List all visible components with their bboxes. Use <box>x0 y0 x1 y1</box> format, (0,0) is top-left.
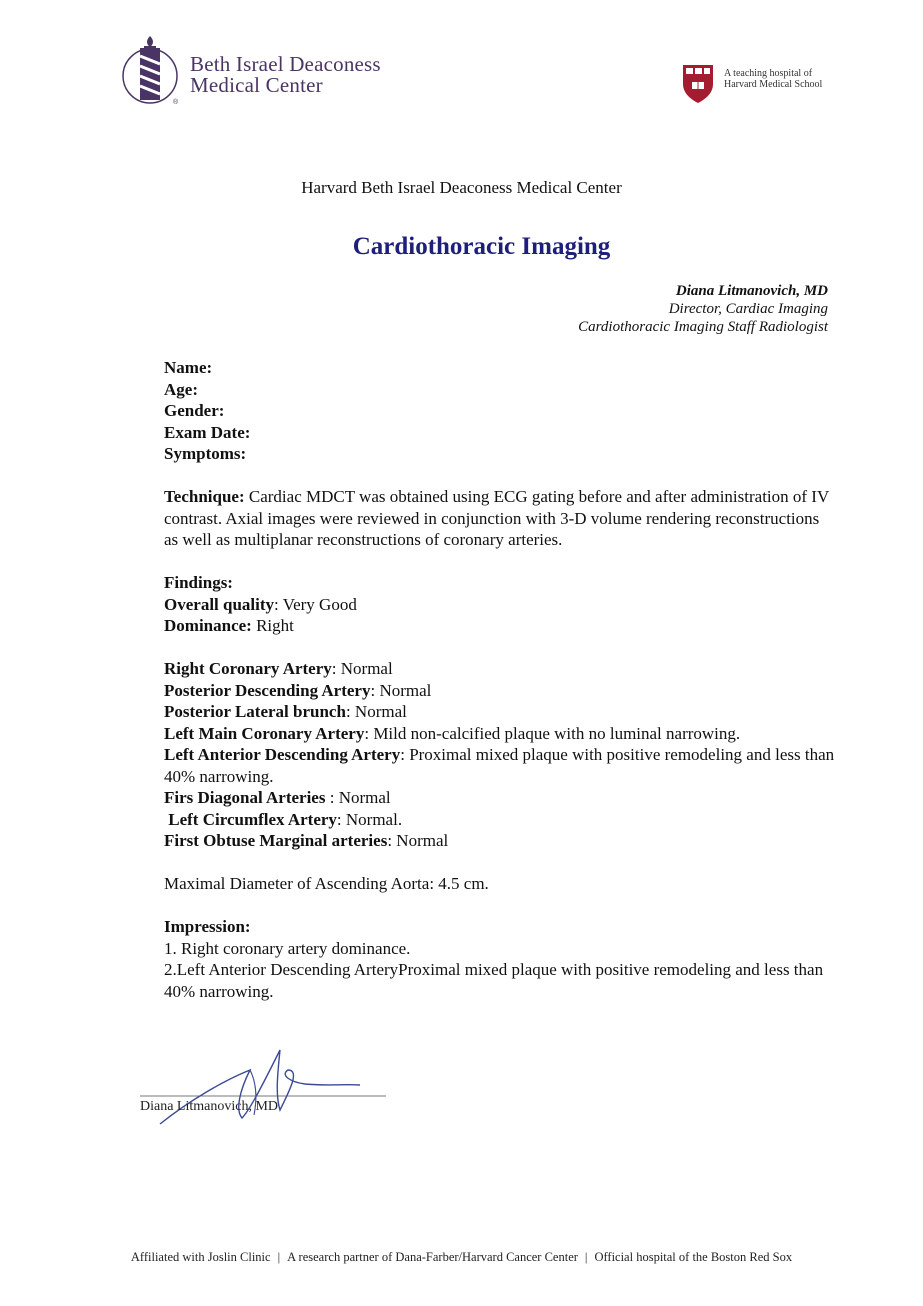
hospital-logo <box>120 34 420 110</box>
footer-item-dana-farber: A research partner of Dana-Farber/Harvard Cancer Center <box>287 1250 578 1264</box>
author-role-1: Director, Cardiac Imaging <box>668 301 828 317</box>
institution-name: Harvard Beth Israel Deaconess Medical Center <box>301 178 622 197</box>
harvard-line1: A teaching hospital of <box>724 68 813 79</box>
hospital-logo-line2: Medical Center <box>190 73 323 97</box>
footer-item-joslin: Affiliated with Joslin Clinic <box>130 1250 271 1264</box>
bidmc-emblem-icon <box>120 34 182 110</box>
impression-item: 2.Left Anterior Descending ArteryProximal mixed plaque with positive remodeling and less than 40% narrowing. <box>164 960 824 1001</box>
footer: Affiliated with Joslin Clinic | A research partner of Dana-Farber/Harvard Cancer Center | Official hospital of the Boston Red Sox <box>130 1250 793 1264</box>
signature-name: Diana Litmanovich, MD <box>140 1099 279 1114</box>
harvard-shield-icon <box>682 64 714 104</box>
aorta-diameter: Maximal Diameter of Ascending Aorta: 4.5 cm. <box>164 874 489 893</box>
findings-heading: Findings: <box>164 573 233 592</box>
artery-finding: Left Circumflex Artery: Normal. <box>164 809 403 829</box>
author-name: Diana Litmanovich, MD <box>675 283 828 299</box>
author-role-2: Cardiothoracic Imaging Staff Radiologist <box>578 319 828 335</box>
harvard-line2: Harvard Medical School <box>724 79 823 90</box>
artery-finding: Left Main Coronary Artery: Mild non-calcified plaque with no luminal narrowing. <box>164 723 741 743</box>
technique-paragraph <box>164 486 836 551</box>
hospital-logo-text <box>190 54 381 96</box>
author-block <box>578 282 828 336</box>
harvard-affiliation <box>682 64 842 110</box>
artery-finding: First Obtuse Marginal arteries: Normal <box>164 831 449 850</box>
symptoms-label: Symptoms: <box>164 444 247 463</box>
patient-name-label: Name: <box>164 358 213 377</box>
patient-gender-label: Gender: <box>164 401 225 420</box>
artery-finding: Right Coronary Artery: Normal <box>164 659 393 678</box>
report-title: Cardiothoracic Imaging <box>352 233 611 260</box>
impression-heading: Impression: <box>164 917 251 936</box>
report-body <box>164 357 836 1002</box>
harvard-text <box>724 68 822 90</box>
artery-finding: Left Anterior Descending Artery: Proximal mixed plaque with positive remodeling and less than 40% narrowing. <box>164 745 835 786</box>
patient-age-label: Age: <box>164 379 198 399</box>
signature-scribble <box>130 1040 400 1132</box>
impression-item: 1. Right coronary artery dominance. <box>164 938 411 958</box>
svg-text:®: ® <box>173 99 179 106</box>
exam-date-label: Exam Date: <box>164 422 251 442</box>
technique-text: Cardiac MDCT was obtained using ECG gating before and after administration of IV contrast. Axial images were reviewed in conjunction with 3-D volume rendering reconstructions as well as multiplanar reconstructions of coronary arteries. <box>164 487 829 549</box>
artery-finding: Posterior Lateral brunch: Normal <box>164 702 407 721</box>
technique-label: Technique: <box>164 487 245 506</box>
overall-quality-line: Overall quality: Very Good <box>164 594 357 614</box>
hospital-logo-line1: Beth Israel Deaconess <box>190 52 381 76</box>
dominance-line: Dominance: Right <box>164 616 294 635</box>
artery-finding: Posterior Descending Artery: Normal <box>164 680 432 700</box>
footer-item-red-sox: Official hospital of the Boston Red Sox <box>594 1250 793 1264</box>
artery-finding: Firs Diagonal Arteries : Normal <box>164 788 391 807</box>
